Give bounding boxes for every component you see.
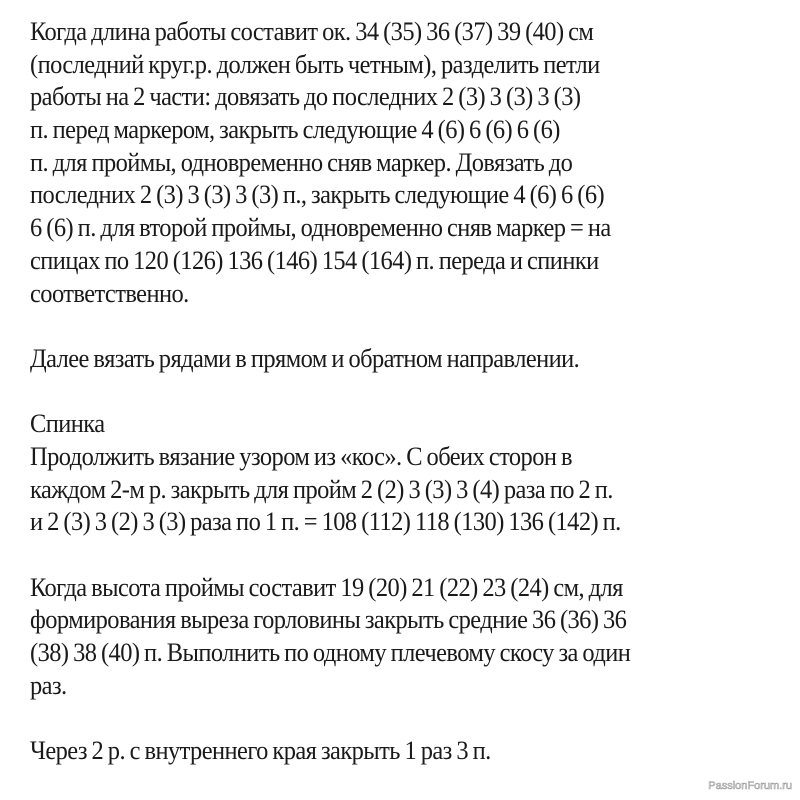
- text-line: последних 2 (3) 3 (3) 3 (3) п., закрыть следующие 4 (6) 6 (6): [30, 180, 605, 210]
- paragraph-gap: [30, 539, 744, 572]
- paragraph-gap: [30, 376, 744, 409]
- text-line: Через 2 р. с внутреннего края закрыть 1 раз 3 п.: [30, 736, 491, 766]
- text-line: и 2 (3) 3 (2) 3 (3) раза по 1 п. = 108 (112) 118 (130) 136 (142) п.: [30, 507, 621, 537]
- section-back: [30, 408, 744, 539]
- text-line: Когда высота проймы составит 19 (20) 21 (22) 23 (24) см, для: [30, 572, 623, 602]
- paragraph-inner-edge: [30, 735, 744, 768]
- text-line: п. для проймы, одновременно сняв маркер. Довязать до: [30, 147, 573, 177]
- text-line: Продолжить вязание узором из «кос». С обеих сторон в: [30, 441, 572, 471]
- paragraph-rows-direction: [30, 343, 744, 376]
- paragraph-split-armholes: [30, 16, 744, 310]
- text-line: (последний круг.р. должен быть четным), разделить петли: [30, 49, 600, 79]
- paragraph-neckline: [30, 572, 744, 703]
- text-line: спицах по 120 (126) 136 (146) 154 (164) п. переда и спинки: [30, 245, 599, 275]
- document-page: [30, 16, 744, 768]
- paragraph-gap: [30, 310, 744, 343]
- text-line: 6 (6) п. для второй проймы, одновременно сняв маркер = на: [30, 213, 611, 243]
- text-line: Когда длина работы составит ок. 34 (35) 36 (37) 39 (40) см: [30, 17, 594, 46]
- text-line: раз.: [30, 670, 67, 700]
- watermark: PassionForum.ru: [708, 780, 792, 792]
- text-line: работы на 2 части: довязать до последних 2 (3) 3 (3) 3 (3): [30, 82, 581, 112]
- text-line: каждом 2-м р. закрыть для пройм 2 (2) 3 (3) 3 (4) раза по 2 п.: [30, 474, 613, 504]
- text-line: соответственно.: [30, 278, 189, 308]
- text-line: Далее вязать рядами в прямом и обратном направлении.: [30, 343, 580, 373]
- text-line: (38) 38 (40) п. Выполнить по одному плечевому скосу за один: [30, 638, 631, 668]
- text-line: п. перед маркером, закрыть следующие 4 (6) 6 (6) 6 (6): [30, 115, 560, 145]
- section-heading: Спинка: [30, 409, 105, 439]
- paragraph-gap: [30, 702, 744, 735]
- text-line: формирования выреза горловины закрыть средние 36 (36) 36: [30, 605, 627, 635]
